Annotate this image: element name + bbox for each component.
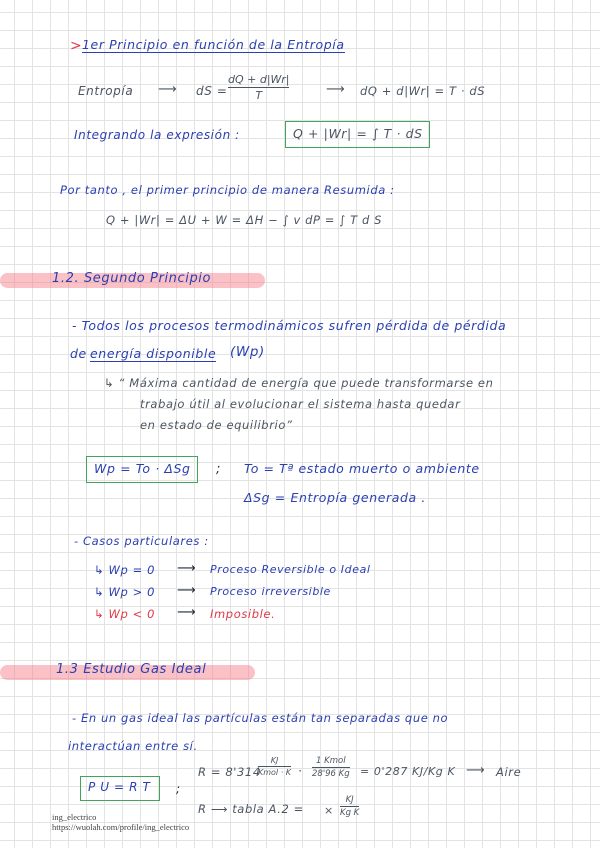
case2-result: Proceso irreversible: [210, 585, 331, 598]
footer-url[interactable]: https://wuolah.com/profile/ing_electrico: [52, 822, 190, 832]
r-units-fraction: [258, 756, 291, 777]
arrow-right-icon: ⟶: [177, 605, 197, 620]
multiply-dot: ·: [298, 764, 303, 778]
available-energy: energía disponible: [90, 346, 217, 361]
bullet-marker: >: [70, 38, 83, 54]
integral-equation: Q + |Wr| = ∫ T · dS: [293, 126, 423, 141]
section-heading-1-3: 1.3 Estudio Gas Ideal: [56, 662, 207, 677]
to-definition: To = Tª estado muerto o ambiente: [244, 461, 480, 476]
molar-mass-den: 28'96 Kg: [312, 769, 350, 779]
particular-cases: - Casos particulares :: [74, 534, 209, 548]
case3-condition: ↳ Wp < 0: [94, 607, 156, 621]
wp-symbol: (Wp): [230, 344, 265, 360]
fraction-bar: [228, 87, 289, 88]
case2-condition: ↳ Wp > 0: [94, 585, 156, 599]
r-air-result: = 0'287 KJ/Kg K: [360, 765, 456, 778]
r-units-num: KJ: [270, 756, 279, 765]
fraction-bar: [312, 767, 350, 768]
wp-equation: Wp = To · ΔSg: [94, 461, 191, 476]
r-table-units-den: Kg K: [340, 808, 360, 818]
r-units-den: Kmol · K: [258, 768, 292, 777]
section-title-entropy: 1er Principio en función de la Entropía: [82, 37, 345, 52]
fraction-bar: [340, 806, 359, 807]
line2-prefix: de: [70, 346, 87, 361]
gas-line1: - En un gas ideal las partículas están tan separadas que no: [72, 711, 449, 725]
r-table-units: [340, 795, 359, 818]
case3-result: Imposible.: [210, 607, 276, 621]
case1-condition: ↳ Wp = 0: [94, 563, 156, 577]
entropy-result: dQ + d|Wr| = T · dS: [360, 84, 486, 98]
arrow-right-icon: ⟶: [177, 561, 197, 576]
gas-line2: interactúan entre sí.: [68, 739, 198, 753]
summary-intro: Por tanto , el primer principio de manera Resumida :: [60, 183, 395, 197]
quote-line2: trabajo útil al evolucionar el sistema hasta quedar: [140, 397, 461, 411]
summary-equation: Q + |Wr| = ΔU + W = ΔH − ∫ v dP = ∫ T d S: [106, 213, 383, 227]
air-label: Aire: [496, 765, 522, 779]
arrow-right-icon: ⟶: [158, 82, 178, 97]
r-constant: R = 8'314: [198, 765, 261, 779]
separator: ;: [176, 782, 181, 796]
r-table-reference: R ⟶ tabla A.2 =: [198, 802, 304, 816]
arrow-right-icon: ⟶: [466, 763, 486, 778]
ds-denominator: T: [255, 89, 263, 102]
ds-numerator: dQ + d|Wr|: [228, 73, 290, 86]
ds-fraction: [228, 73, 289, 102]
arrow-right-icon: ⟶: [326, 82, 346, 97]
watermark-footer: [52, 812, 189, 832]
arrow-right-icon: ⟶: [177, 583, 197, 598]
footer-user: ing_electrico: [52, 812, 97, 822]
molar-mass-fraction: [312, 756, 350, 779]
second-principle-line1: - Todos los procesos termodinámicos sufren pérdida de pérdida: [72, 318, 507, 333]
sg-definition: ΔSg = Entropía generada .: [244, 490, 426, 505]
case1-result: Proceso Reversible o Ideal: [210, 563, 371, 576]
entropy-label: Entropía: [78, 84, 134, 98]
quote-line3: en estado de equilibrio”: [140, 418, 293, 432]
ideal-gas-equation: P U = R T: [88, 780, 151, 794]
separator: ;: [216, 462, 221, 477]
molar-mass-num: 1 Kmol: [316, 756, 346, 766]
r-table-units-num: KJ: [345, 795, 354, 805]
section-heading-1-2: 1.2. Segundo Principio: [52, 271, 212, 286]
fraction-bar: [258, 766, 291, 767]
quote-line1: ↳ “ Máxima cantidad de energía que puede transformarse en: [104, 376, 494, 390]
integrating-text: Integrando la expresión :: [74, 128, 240, 142]
times-symbol: ×: [324, 804, 334, 817]
ds-equals: dS =: [196, 84, 228, 98]
